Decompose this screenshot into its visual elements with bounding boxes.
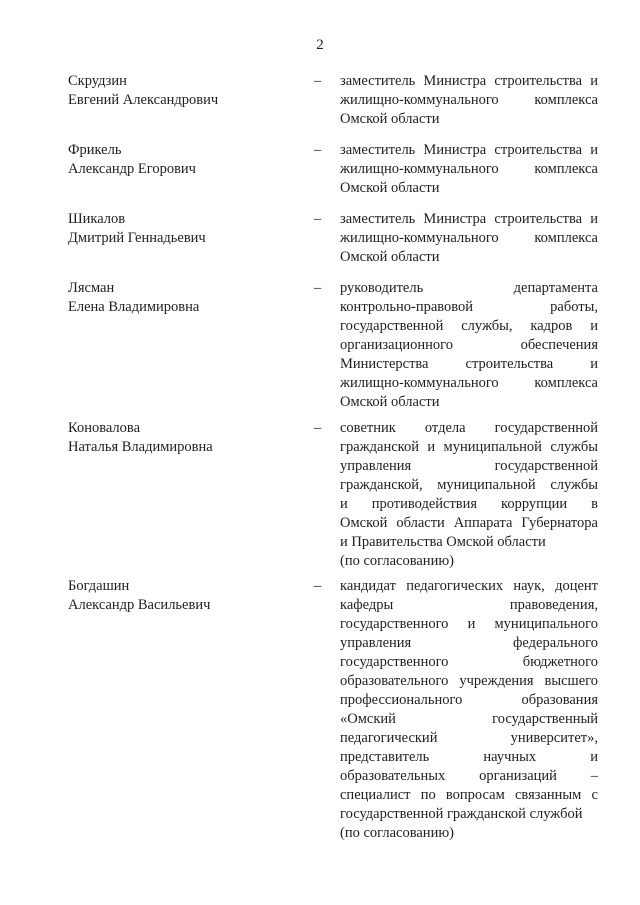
- role-line: гражданской, муниципальной службы: [340, 477, 598, 493]
- role-line: жилищно-коммунального комплекса: [340, 92, 598, 108]
- member-name: Елена Владимировна: [68, 299, 200, 315]
- role-line: Омской области: [340, 111, 440, 127]
- role-line: и противодействия коррупции в: [340, 496, 598, 512]
- role-line: и Правительства Омской области: [340, 534, 546, 550]
- role-line: Омской области Аппарата Губернатора: [340, 515, 598, 531]
- member-person: [68, 210, 298, 248]
- role-line: жилищно-коммунального комплекса: [340, 230, 598, 246]
- role-line: управления государственной: [340, 458, 598, 474]
- role-line: (по согласованию): [340, 825, 454, 841]
- member-role: [340, 577, 598, 843]
- member-name: Наталья Владимировна: [68, 439, 213, 455]
- member-role: [340, 279, 598, 412]
- member-dash: –: [314, 420, 322, 436]
- role-line: советник отдела государственной: [340, 420, 598, 436]
- member-surname: Шикалов: [68, 211, 126, 227]
- member-dash: –: [314, 211, 322, 227]
- member-role: [340, 210, 598, 267]
- role-line: Омской области: [340, 394, 440, 410]
- role-line: контрольно-правовой работы,: [340, 299, 598, 315]
- role-line: государственного бюджетного: [340, 654, 598, 670]
- member-person: [68, 577, 298, 615]
- role-line: образовательного учреждения высшего: [340, 673, 598, 689]
- member-person: [68, 279, 298, 317]
- role-line: профессионального образования: [340, 692, 598, 708]
- role-line: руководитель департамента: [340, 280, 598, 296]
- member-role: [340, 141, 598, 198]
- member-dash: –: [314, 142, 322, 158]
- role-line: педагогический университет»,: [340, 730, 598, 746]
- member-name: Александр Егорович: [68, 161, 196, 177]
- role-line: специалист по вопросам связанным с: [340, 787, 598, 803]
- member-name: Александр Васильевич: [68, 597, 211, 613]
- role-line: «Омский государственный: [340, 711, 598, 727]
- member-surname: Фрикель: [68, 142, 122, 158]
- member-dash: –: [314, 73, 322, 89]
- role-line: Омской области: [340, 249, 440, 265]
- role-line: кандидат педагогических наук, доцент: [340, 578, 598, 594]
- member-surname: Скрудзин: [68, 73, 127, 89]
- role-line: Министерства строительства и: [340, 356, 598, 372]
- role-line: государственной гражданской службой: [340, 806, 583, 822]
- role-line: организационного обеспечения: [340, 337, 598, 353]
- role-line: государственной службы, кадров и: [340, 318, 598, 334]
- member-role: [340, 72, 598, 129]
- member-name: Евгений Александрович: [68, 92, 219, 108]
- member-person: [68, 419, 298, 457]
- member-role: [340, 419, 598, 571]
- role-line: (по согласованию): [340, 553, 454, 569]
- member-person: [68, 72, 298, 110]
- member-dash: –: [314, 578, 322, 594]
- role-line: жилищно-коммунального комплекса: [340, 161, 598, 177]
- role-line: заместитель Министра строительства и: [340, 211, 598, 227]
- member-surname: Коновалова: [68, 420, 141, 436]
- member-surname: Богдашин: [68, 578, 130, 594]
- role-line: гражданской и муниципальной службы: [340, 439, 598, 455]
- role-line: управления федерального: [340, 635, 598, 651]
- role-line: государственного и муниципального: [340, 616, 598, 632]
- role-line: представитель научных и: [340, 749, 598, 765]
- role-line: заместитель Министра строительства и: [340, 142, 598, 158]
- page-number: 2: [316, 37, 324, 53]
- member-name: Дмитрий Геннадьевич: [68, 230, 206, 246]
- role-line: Омской области: [340, 180, 440, 196]
- member-surname: Лясман: [68, 280, 115, 296]
- member-person: [68, 141, 298, 179]
- role-line: образовательных организаций –: [340, 768, 598, 784]
- member-dash: –: [314, 280, 322, 296]
- role-line: жилищно-коммунального комплекса: [340, 375, 598, 391]
- role-line: заместитель Министра строительства и: [340, 73, 598, 89]
- role-line: кафедры правоведения,: [340, 597, 598, 613]
